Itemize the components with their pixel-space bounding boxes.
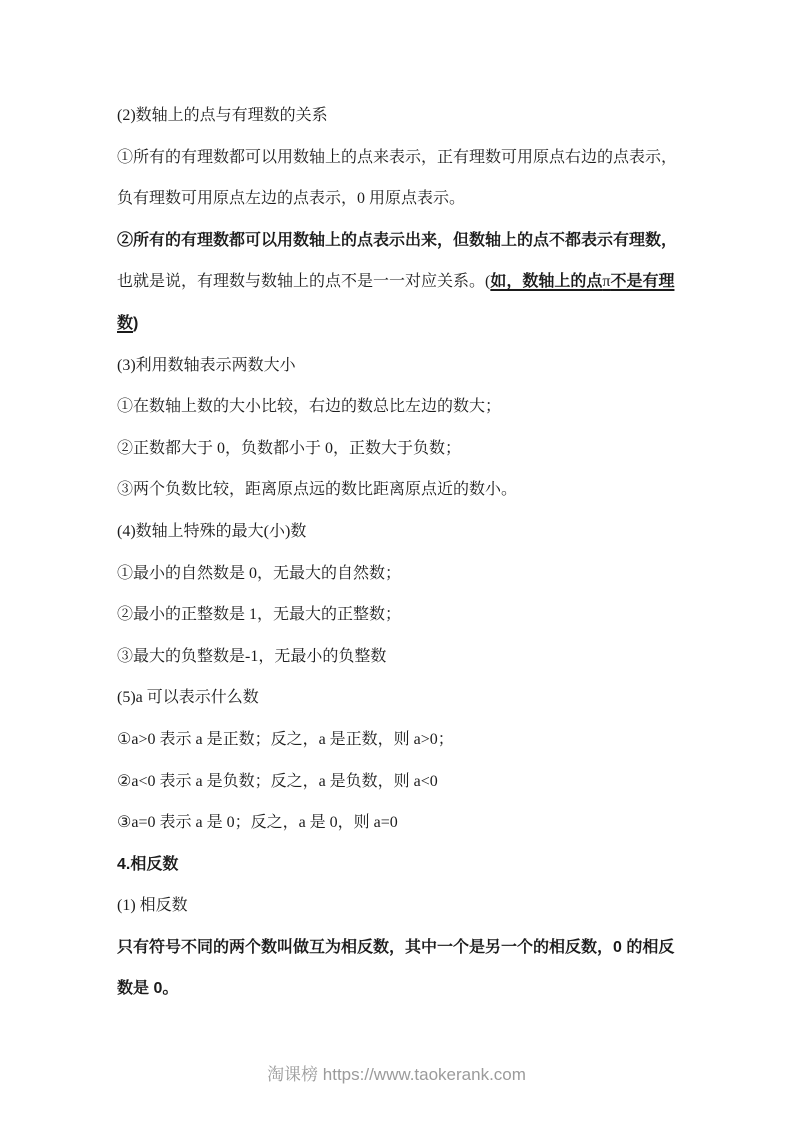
text-run: 只有符号不同的两个数叫做互为相反数，其中一个是另一个的相反数，0 的相反 — [117, 938, 675, 956]
text-line — [117, 636, 717, 678]
text-line — [117, 927, 717, 969]
text-run: ③最大的负整数是-1，无最小的负整数 — [117, 647, 387, 665]
text-line — [117, 719, 717, 761]
text-run: 4.相反数 — [117, 855, 179, 873]
text-run: ①a>0 表示 a 是正数；反之，a 是正数，则 a>0； — [117, 730, 454, 748]
text-line — [117, 137, 717, 179]
text-run: (4)数轴上特殊的最大(小)数 — [117, 522, 307, 540]
text-line — [117, 802, 717, 844]
text-run: (5)a 可以表示什么数 — [117, 689, 259, 707]
text-run: ②a<0 表示 a 是负数；反之，a 是负数，则 a<0 — [117, 772, 438, 790]
text-line — [117, 677, 717, 719]
text-run: ②所有的有理数都可以用数轴上的点表示出来，但数轴上的点不都表示有理数， — [117, 231, 678, 249]
text-run: ①最小的自然数是 0，无最大的自然数； — [117, 564, 402, 582]
text-line — [117, 386, 717, 428]
text-run: π — [602, 273, 611, 291]
text-line — [117, 469, 717, 511]
text-run: (3)利用数轴表示两数大小 — [117, 356, 296, 374]
text-run: (1) 相反数 — [117, 897, 188, 915]
text-line — [117, 428, 717, 470]
text-run: 如，数轴上的点 — [490, 273, 603, 291]
text-line — [117, 95, 717, 137]
text-line — [117, 761, 717, 803]
text-line — [117, 553, 717, 595]
text-line — [117, 345, 717, 387]
text-line — [117, 968, 717, 1010]
text-line — [117, 220, 717, 262]
text-run: ①在数轴上数的大小比较，右边的数总比左边的数大； — [117, 398, 502, 416]
page-footer — [0, 1060, 793, 1090]
text-run: 数是 0。 — [117, 980, 179, 998]
text-line — [117, 844, 717, 886]
text-run: 负有理数可用原点左边的点表示，0 用原点表示。 — [117, 190, 466, 208]
text-line — [117, 885, 717, 927]
text-line — [117, 511, 717, 553]
text-line — [117, 594, 717, 636]
text-line — [117, 178, 717, 220]
text-run: ②最小的正整数是 1，无最大的正整数； — [117, 606, 402, 624]
text-run: ) — [133, 314, 139, 332]
text-line — [117, 261, 717, 303]
document-content — [117, 95, 717, 1010]
footer-text: 淘课榜 https://www.taokerank.com — [267, 1065, 526, 1084]
text-run: 不是有理 — [610, 273, 675, 291]
text-run: ①所有的有理数都可以用数轴上的点来表示，正有理数可用原点右边的点表示， — [117, 148, 678, 166]
text-run: (2)数轴上的点与有理数的关系 — [117, 107, 328, 124]
text-run: ③两个负数比较，距离原点远的数比距离原点近的数小。 — [117, 481, 518, 499]
text-run: 也就是说，有理数与数轴上的点不是一一对应关系。( — [117, 273, 491, 291]
text-run: ③a=0 表示 a 是 0；反之，a 是 0，则 a=0 — [117, 814, 398, 832]
text-run: 数 — [117, 314, 134, 332]
text-line — [117, 303, 717, 345]
text-run: ②正数都大于 0，负数都小于 0，正数大于负数； — [117, 439, 462, 457]
